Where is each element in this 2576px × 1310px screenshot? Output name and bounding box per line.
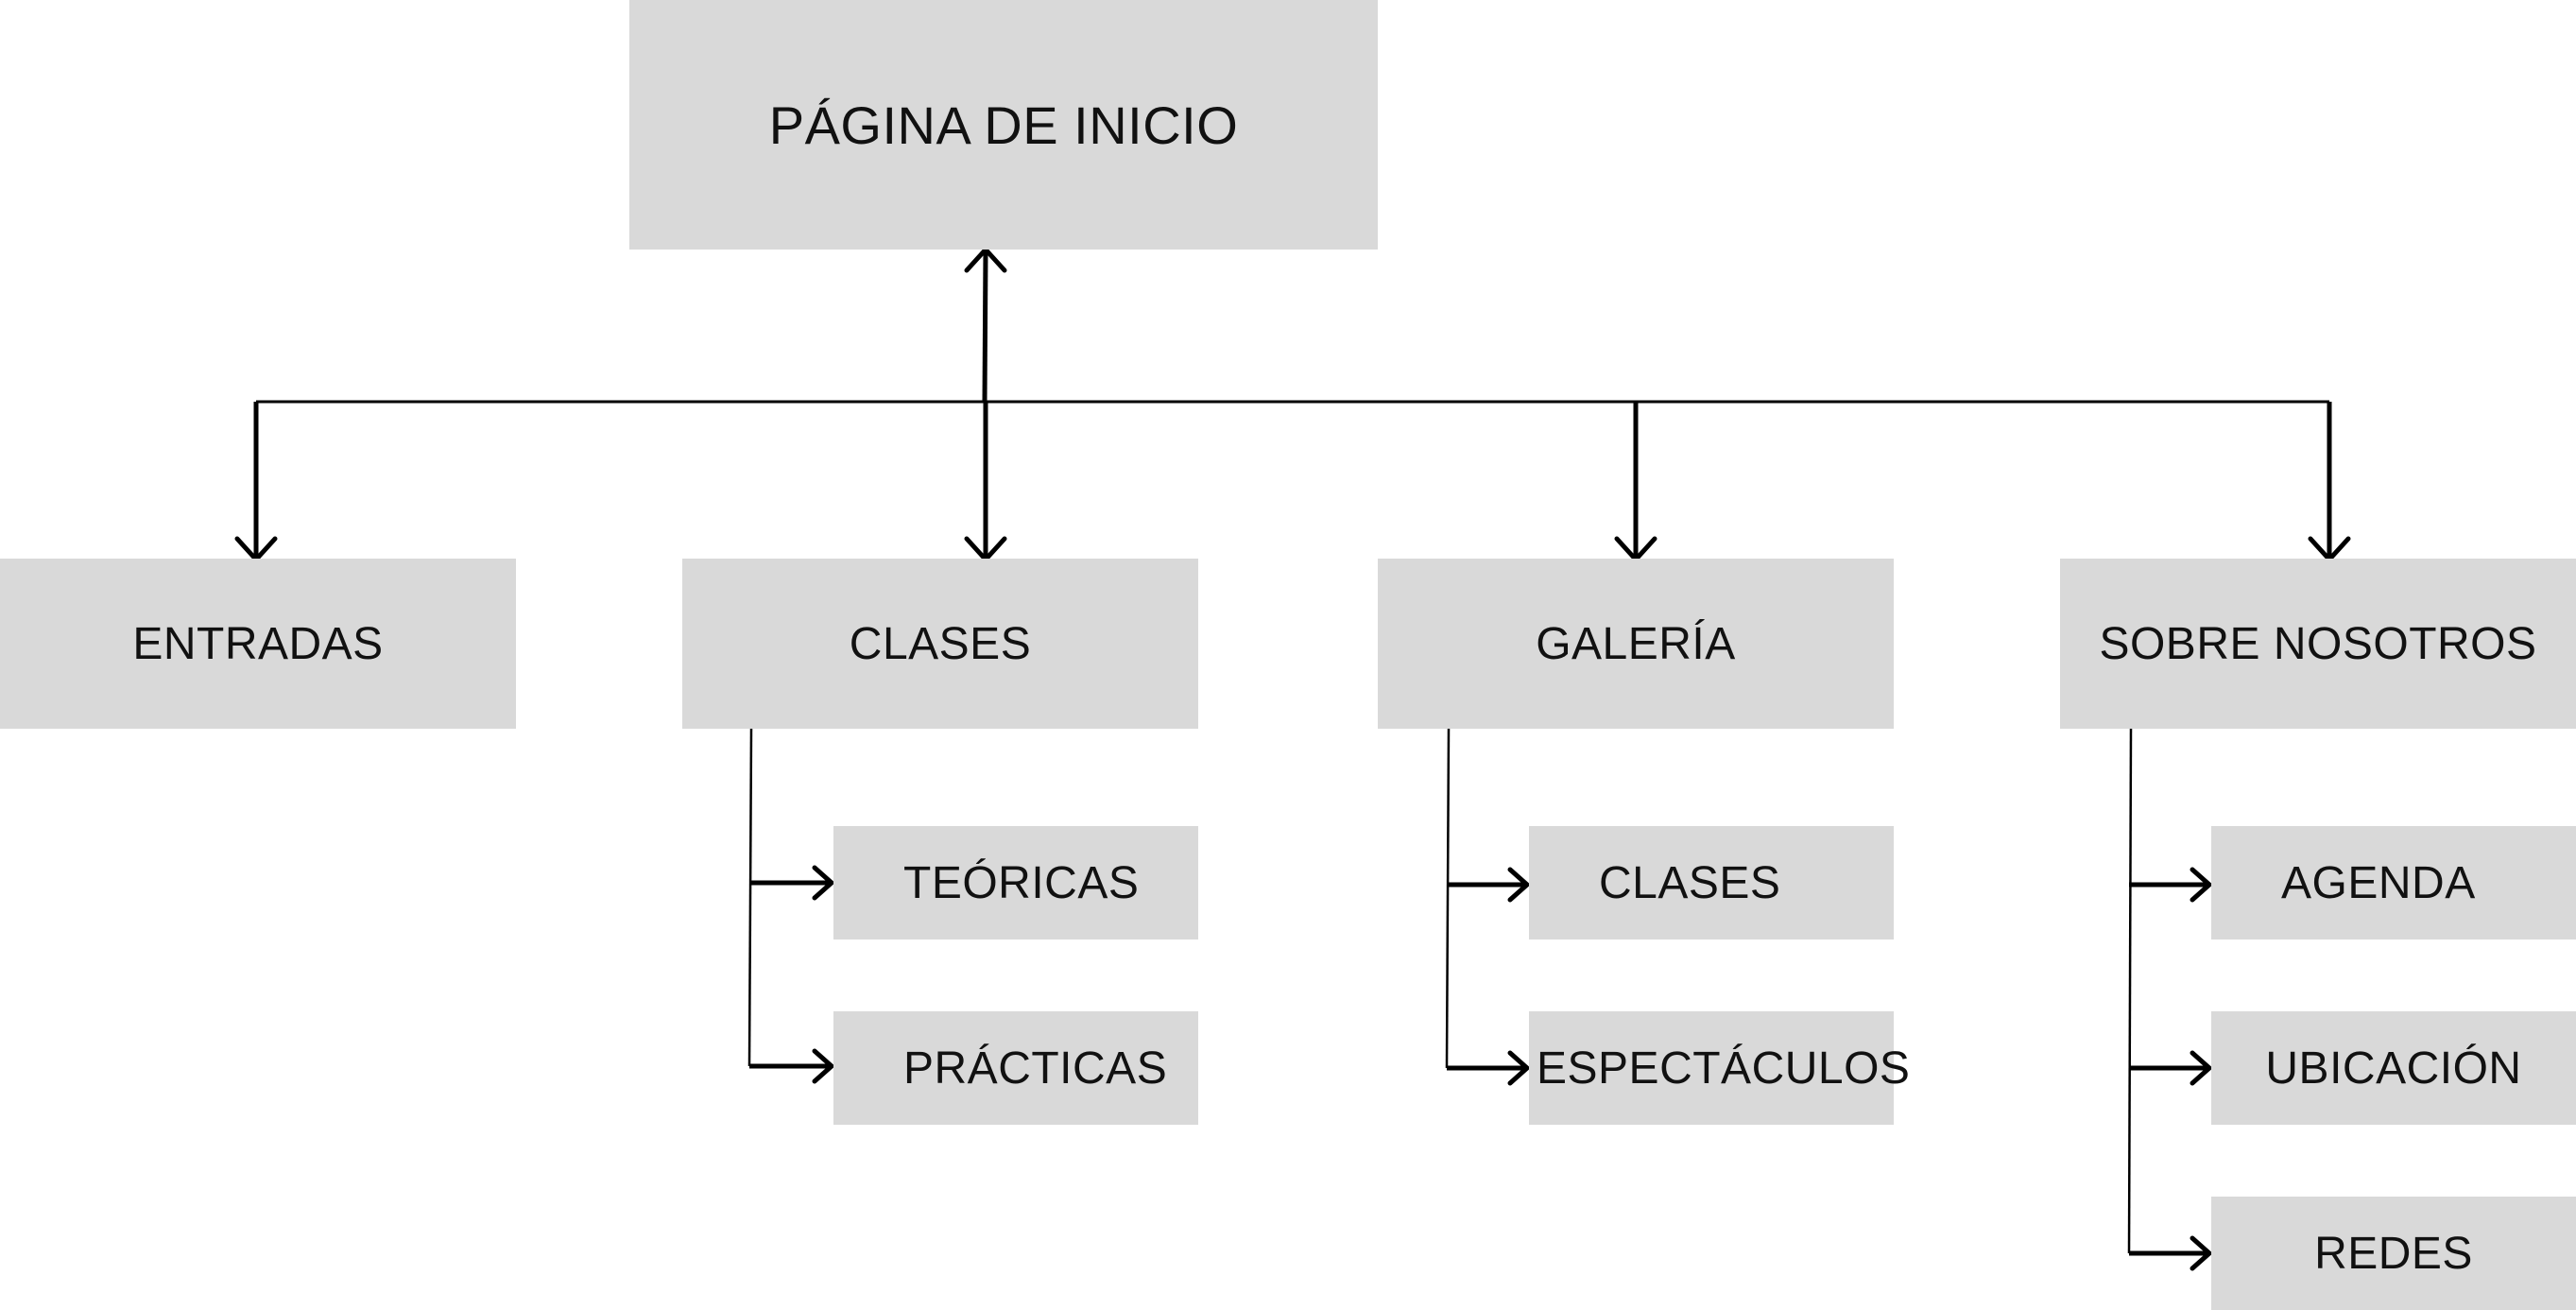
subitem-agenda-label: AGENDA xyxy=(2281,857,2476,908)
clases-branch-vertical xyxy=(749,729,751,1066)
galeria-arrowhead xyxy=(1617,539,1655,560)
espectaculos-arrowhead xyxy=(1510,1053,1527,1083)
subitem-ubicacion-label: UBICACIÓN xyxy=(2265,1043,2522,1094)
subitem-teoricas xyxy=(833,826,1198,939)
sobre-branch-vertical xyxy=(2129,729,2131,1253)
redes-arrowhead xyxy=(2192,1238,2209,1268)
category-entradas-label: ENTRADAS xyxy=(132,618,384,669)
galeria-branch-vertical xyxy=(1447,729,1449,1068)
agenda-arrowhead xyxy=(2192,870,2209,900)
root-label: PÁGINA DE INICIO xyxy=(768,95,1239,155)
subitem-espectaculos-label: ESPECTÁCULOS xyxy=(1537,1043,1911,1094)
subitem-redes-label: REDES xyxy=(2314,1228,2473,1279)
ubicacion-arrowhead xyxy=(2192,1053,2209,1083)
sobre-arrowhead xyxy=(2310,539,2348,560)
category-galeria xyxy=(1378,559,1894,729)
category-sobre-nosotros xyxy=(2060,559,2576,729)
subitem-teoricas-label: TEÓRICAS xyxy=(903,857,1140,908)
subitem-galeria-clases-label: CLASES xyxy=(1599,857,1781,908)
root-arrowhead xyxy=(967,250,1005,270)
category-galeria-label: GALERÍA xyxy=(1536,618,1736,669)
root-connector-line xyxy=(985,251,986,402)
root-node xyxy=(629,0,1378,250)
practicas-arrowhead xyxy=(815,1051,832,1081)
subitem-agenda xyxy=(2211,826,2576,939)
subitem-galeria-clases xyxy=(1529,826,1894,939)
category-entradas xyxy=(0,559,516,729)
subitem-redes xyxy=(2211,1197,2576,1310)
category-clases xyxy=(682,559,1198,729)
teoricas-arrowhead xyxy=(815,868,832,898)
subitem-ubicacion xyxy=(2211,1011,2576,1125)
category-clases-label: CLASES xyxy=(849,618,1032,669)
galeria-clases-arrowhead xyxy=(1510,870,1527,900)
clases-arrowhead xyxy=(967,539,1005,560)
category-sobre-nosotros-label: SOBRE NOSOTROS xyxy=(2099,618,2537,669)
subitem-practicas-label: PRÁCTICAS xyxy=(903,1043,1168,1094)
entradas-arrowhead xyxy=(237,539,275,560)
subitem-espectaculos xyxy=(1529,1011,1911,1125)
subitem-practicas xyxy=(833,1011,1198,1125)
